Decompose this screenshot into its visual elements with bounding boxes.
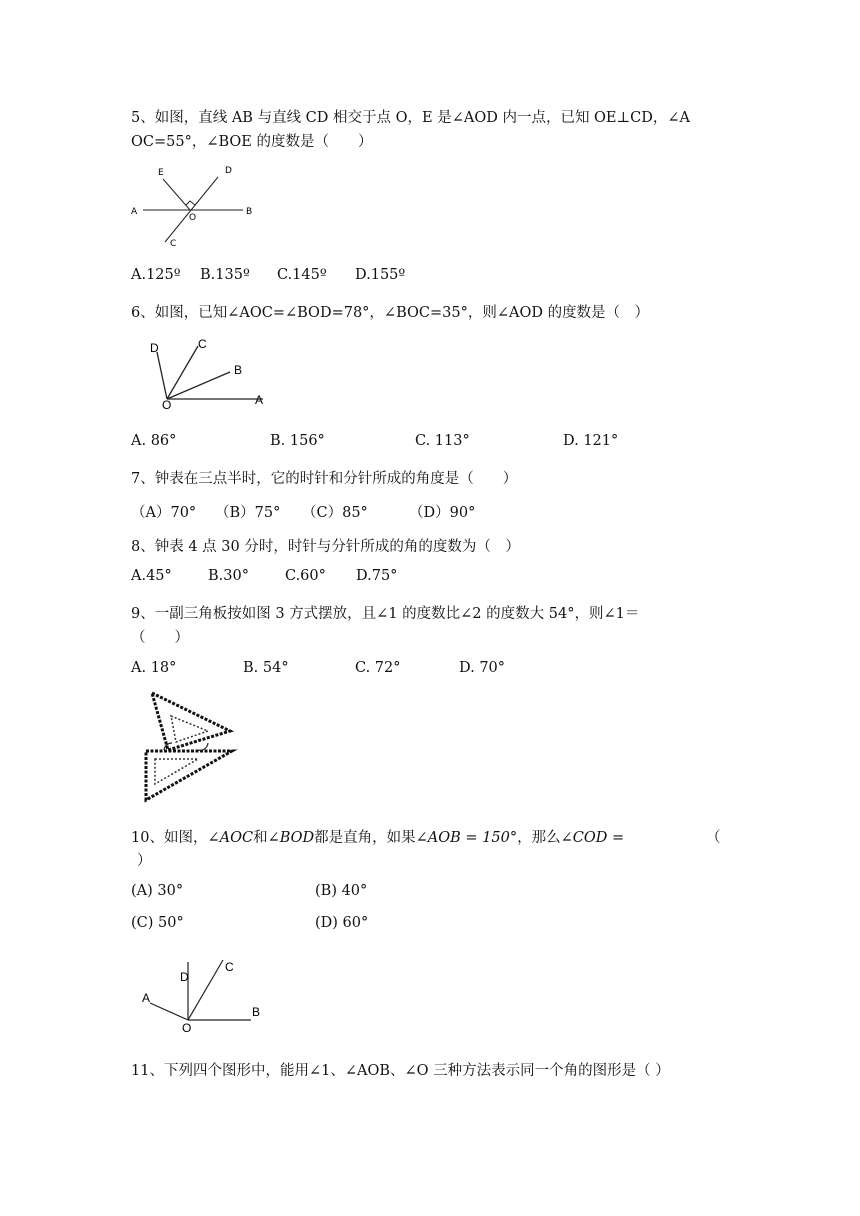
q7-option-d: （D）90° — [409, 505, 476, 521]
q10-text-line1 — [131, 826, 624, 847]
q6-ray-oc — [167, 346, 198, 399]
q10-option-d: (D) 60° — [315, 915, 369, 931]
q10-paren-close: ） — [137, 853, 152, 869]
q10-option-c: (C) 50° — [131, 915, 184, 931]
q7-option-a: （A）70° — [131, 505, 197, 521]
q10-label-d: D — [180, 970, 189, 984]
q9-text-line2: （ ） — [131, 630, 189, 646]
q6-label-d: D — [150, 341, 159, 355]
q8-option-a: A.45° — [131, 568, 172, 584]
q6-option-d: D. 121° — [563, 433, 619, 449]
q9-triangle-figure — [138, 688, 240, 806]
q8-option-c: C.60° — [285, 568, 326, 584]
q7-text: 7、钟表在三点半时，它的时针和分针所成的角度是（ ） — [131, 471, 518, 487]
q5-text-line2: OC=55°，∠BOE 的度数是（ ） — [131, 134, 373, 150]
q10-ray-oc — [188, 960, 223, 1020]
q10-figure — [138, 954, 268, 1034]
q5-label-a: A — [131, 207, 138, 217]
q10-paren-open: （ — [706, 830, 721, 846]
q6-option-c: C. 113° — [415, 433, 470, 449]
q5-right-angle-mark — [186, 201, 195, 205]
q10-label-a: A — [142, 991, 151, 1005]
q5-option-b: B.135º — [200, 267, 250, 283]
q6-label-o: O — [162, 398, 172, 412]
q6-label-a: A — [255, 393, 264, 407]
q7-option-b: （B）75° — [215, 505, 281, 521]
q6-label-b: B — [234, 363, 243, 377]
q5-label-e: E — [158, 168, 164, 178]
q9-text-line1: 9、一副三角板按如图 3 方式摆放，且∠1 的度数比∠2 的度数大 54°，则∠1＝ — [131, 606, 640, 622]
q10-math-bod: ∠BOD — [267, 830, 315, 846]
q10-math-cod: ∠COD = — [560, 830, 625, 846]
q5-label-c: C — [170, 239, 177, 249]
q10-ray-oa — [150, 1003, 188, 1020]
q10-mid-text: 都是直角，如果 — [314, 830, 416, 846]
q6-text: 6、如图，已知∠AOC=∠BOD=78°，∠BOC=35°，则∠AOD 的度数是（ ） — [131, 305, 650, 321]
q5-option-c: C.145º — [277, 267, 327, 283]
q5-option-a: A.125º — [131, 267, 181, 283]
q10-label-c: C — [225, 960, 234, 974]
q5-ray-oe — [163, 179, 190, 210]
q8-text: 8、钟表 4 点 30 分时，时针与分针所成的角的度数为（ ） — [131, 539, 520, 555]
q7-option-c: （C）85° — [302, 505, 368, 521]
q10-prefix: 10、如图， — [131, 830, 208, 846]
q6-option-b: B. 156° — [270, 433, 325, 449]
q10-option-a: (A) 30° — [131, 883, 184, 899]
q10-math-aoc: ∠AOC — [207, 830, 254, 846]
q5-figure — [128, 160, 268, 252]
q9-option-c: C. 72° — [355, 660, 401, 676]
q10-math-aob: ∠AOB = 150° — [415, 830, 518, 846]
q10-label-b: B — [252, 1005, 261, 1019]
q9-upper-triangle — [152, 693, 230, 750]
q6-figure — [130, 332, 282, 420]
q10-option-b: (B) 40° — [315, 883, 368, 899]
q9-angle-2-arc — [198, 743, 208, 750]
q10-and: 和 — [253, 830, 268, 846]
q9-option-d: D. 70° — [459, 660, 506, 676]
q8-option-b: B.30° — [208, 568, 249, 584]
q5-label-b: B — [246, 207, 253, 217]
q5-option-d: D.155º — [355, 267, 406, 283]
q10-then: ，那么 — [517, 830, 561, 846]
q9-option-b: B. 54° — [243, 660, 289, 676]
q6-label-c: C — [198, 337, 207, 351]
q8-option-d: D.75° — [356, 568, 398, 584]
q9-option-a: A. 18° — [131, 660, 177, 676]
q5-label-o: O — [189, 213, 197, 223]
q11-text: 11、下列四个图形中，能用∠1、∠AOB、∠O 三种方法表示同一个角的图形是（ ） — [131, 1063, 670, 1079]
q10-label-o: O — [182, 1021, 192, 1034]
q5-text-line1: 5、如图，直线 AB 与直线 CD 相交于点 O，E 是∠AOD 内一点，已知 OE⊥CD，∠A — [131, 110, 690, 126]
q5-label-d: D — [225, 166, 232, 176]
q6-option-a: A. 86° — [131, 433, 177, 449]
q6-ray-od — [157, 352, 167, 399]
q6-ray-ob — [167, 372, 230, 399]
q9-lower-triangle-inner — [155, 759, 198, 784]
